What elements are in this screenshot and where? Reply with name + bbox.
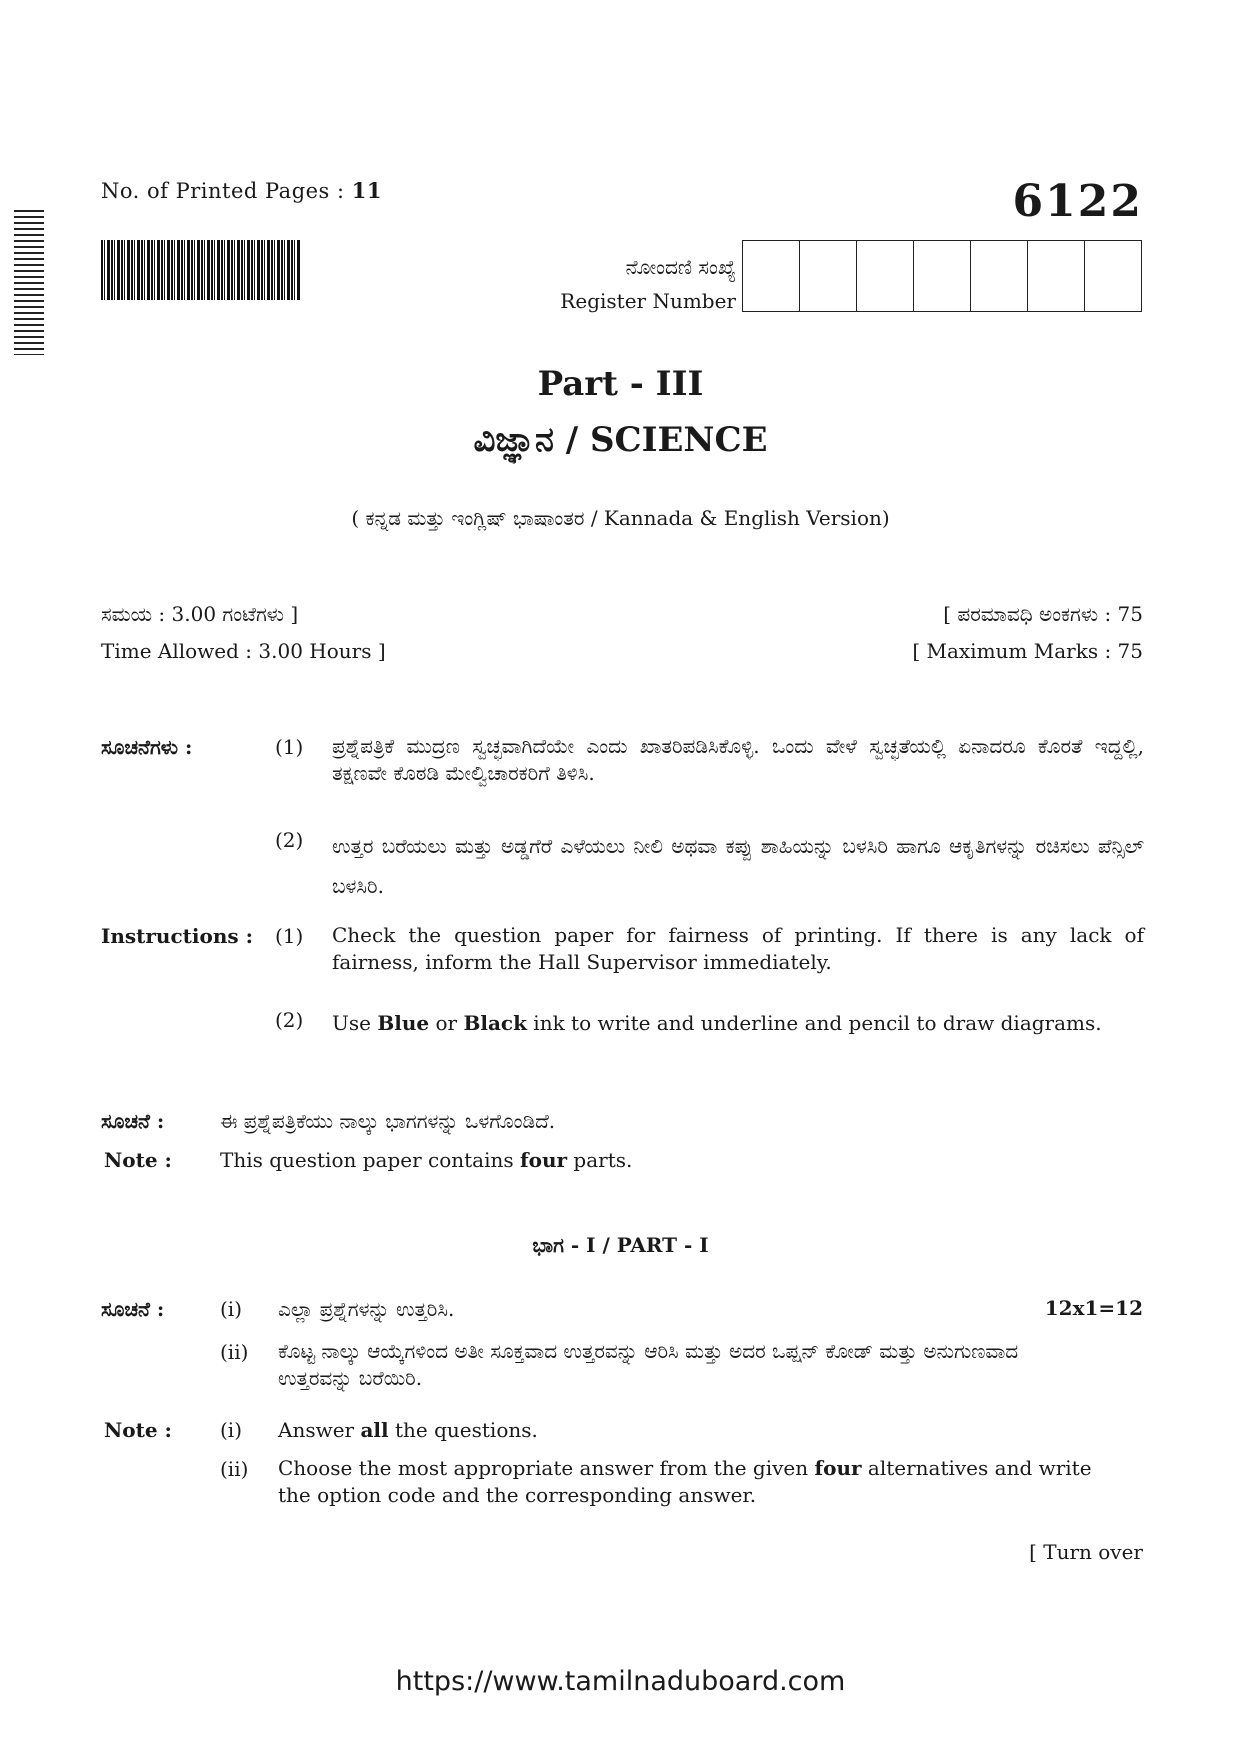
- instruction-number: (2): [275, 828, 304, 852]
- text-run: Answer: [278, 1418, 355, 1442]
- register-digit-box[interactable]: [743, 241, 800, 311]
- note-kn-label: ಸೂಚನೆ :: [101, 1109, 165, 1133]
- part1-note-en-label: Note :: [104, 1418, 172, 1442]
- time-allowed-en: Time Allowed : 3.00 Hours ]: [101, 639, 386, 663]
- text-run: ink to write and underline and pencil to draw diagrams.: [533, 1011, 1102, 1035]
- register-digit-box[interactable]: [1085, 241, 1141, 311]
- note-en-text: [220, 1147, 632, 1174]
- text-run: Choose the most appropriate answer from the given: [278, 1456, 809, 1480]
- instruction-en-1: Check the question paper for fairness of printing. If there is any lack of fairness, inform the Hall Supervisor immediately.: [332, 923, 1144, 974]
- footer-url[interactable]: https://www.tamilnaduboard.com: [395, 1666, 846, 1697]
- part1-note-kn-label: ಸೂಚನೆ :: [101, 1297, 165, 1321]
- register-digit-box[interactable]: [800, 241, 857, 311]
- text-bold: all: [360, 1418, 389, 1442]
- text-run: the questions.: [394, 1418, 538, 1442]
- register-digit-box[interactable]: [914, 241, 971, 311]
- register-digit-box[interactable]: [971, 241, 1028, 311]
- time-allowed-kn: ಸಮಯ : 3.00 ಗಂಟೆಗಳು ]: [101, 602, 299, 626]
- register-label: [560, 250, 736, 318]
- item-number: (i): [220, 1418, 243, 1442]
- register-digit-box[interactable]: [857, 241, 914, 311]
- marks-allocation: 12x1=12: [1044, 1296, 1143, 1320]
- turn-over-note: [ Turn over: [1029, 1540, 1143, 1564]
- text-bold: Blue: [377, 1011, 430, 1035]
- item-number: (i): [220, 1297, 243, 1321]
- version-note: ( ಕನ್ನಡ ಮತ್ತು ಇಂಗ್ಲಿಷ್ ಭಾಷಾಂತರ / Kannada & English Version): [351, 506, 890, 530]
- item-number: (ii): [220, 1340, 249, 1364]
- part1-heading: ಭಾಗ - I / PART - I: [532, 1233, 709, 1257]
- instruction-number: (2): [275, 1008, 304, 1032]
- text-run: parts.: [573, 1148, 633, 1172]
- part1-kn-item-1: ಎಲ್ಲಾ ಪ್ರಶ್ನೆಗಳನ್ನು ಉತ್ತರಿಸಿ.: [278, 1297, 455, 1321]
- text-run: Use: [332, 1011, 371, 1035]
- note-en-label: Note :: [104, 1148, 172, 1172]
- printed-pages-value: 11: [351, 178, 383, 203]
- subject-title: ವಿಜ್ಞಾನ / SCIENCE: [473, 420, 768, 460]
- paper-code: 6122: [1012, 176, 1143, 227]
- register-label-kn: ನೋಂದಣಿ ಸಂಖ್ಯೆ: [625, 255, 736, 279]
- part1-kn-item-2: ಕೊಟ್ಟ ನಾಲ್ಕು ಆಯ್ಕೆಗಳಿಂದ ಅತೀ ಸೂಕ್ತವಾದ ಉತ್ತರವನ್ನು ಆರಿಸಿ ಮತ್ತು ಅದರ ಒಪ್ಷನ್ ಕೋಡ್ ಮತ್ತು ಅನುಗುಣವಾದ ಉತ್ತರವನ್ನು ಬರೆಯಿರಿ.: [278, 1339, 1019, 1390]
- instruction-kn-1: ಪ್ರಶ್ನೆಪತ್ರಿಕೆ ಮುದ್ರಣ ಸ್ವಚ್ಛವಾಗಿದೆಯೇ ಎಂದು ಖಾತರಿಪಡಿಸಿಕೊಳ್ಳಿ. ಒಂದು ವೇಳೆ ಸ್ವಚ್ಛತೆಯಲ್ಲಿ ಏನಾದರೂ ಕೊರತೆ ಇದ್ದಲ್ಲಿ, ತಕ್ಷಣವೇ ಕೊಠಡಿ ಮೇಲ್ವಿಚಾರಕರಿಗೆ ತಿಳಿಸಿ.: [332, 734, 1144, 785]
- register-label-en: Register Number: [560, 289, 736, 313]
- text-run: alternatives and write the option code and the corresponding answer.: [278, 1456, 1092, 1507]
- instructions-kn-label: ಸೂಚನೆಗಳು :: [101, 735, 193, 759]
- barcode: [101, 240, 301, 300]
- register-number-boxes[interactable]: [742, 240, 1142, 312]
- part-heading: Part - III: [537, 364, 704, 404]
- part1-en-item-2: [278, 1455, 1098, 1509]
- printed-pages: [101, 178, 382, 203]
- instruction-en-2: [332, 1006, 1144, 1040]
- text-bold: four: [814, 1456, 862, 1480]
- max-marks-kn: [ ಪರಮಾವಧಿ ಅಂಕಗಳು : 75: [943, 602, 1143, 626]
- text-run: This question paper contains: [220, 1148, 514, 1172]
- instruction-number: (1): [275, 735, 304, 759]
- note-kn-text: ಈ ಪ್ರಶ್ನೆಪತ್ರಿಕೆಯು ನಾಲ್ಕು ಭಾಗಗಳನ್ನು ಒಳಗೊಂಡಿದೆ.: [220, 1109, 556, 1133]
- side-barcode: [14, 210, 44, 355]
- instructions-en-label: Instructions :: [101, 924, 253, 948]
- max-marks-en: [ Maximum Marks : 75: [912, 639, 1143, 663]
- text-bold: Black: [463, 1011, 527, 1035]
- item-number: (ii): [220, 1457, 249, 1481]
- register-digit-box[interactable]: [1028, 241, 1085, 311]
- text-run: or: [435, 1011, 458, 1035]
- instruction-kn-2: ಉತ್ತರ ಬರೆಯಲು ಮತ್ತು ಅಡ್ಡಗೆರೆ ಎಳೆಯಲು ನೀಲಿ ಅಥವಾ ಕಪ್ಪು ಶಾಹಿಯನ್ನು ಬಳಸಿರಿ ಹಾಗೂ ಆಕೃತಿಗಳನ್ನು ರಚಿಸಲು ಪೆನ್ಸಿಲ್ ಬಳಸಿರಿ.: [332, 834, 1144, 898]
- text-bold: four: [520, 1148, 568, 1172]
- part1-en-item-1: [278, 1417, 538, 1444]
- instruction-number: (1): [275, 924, 304, 948]
- printed-pages-label: No. of Printed Pages :: [101, 179, 345, 203]
